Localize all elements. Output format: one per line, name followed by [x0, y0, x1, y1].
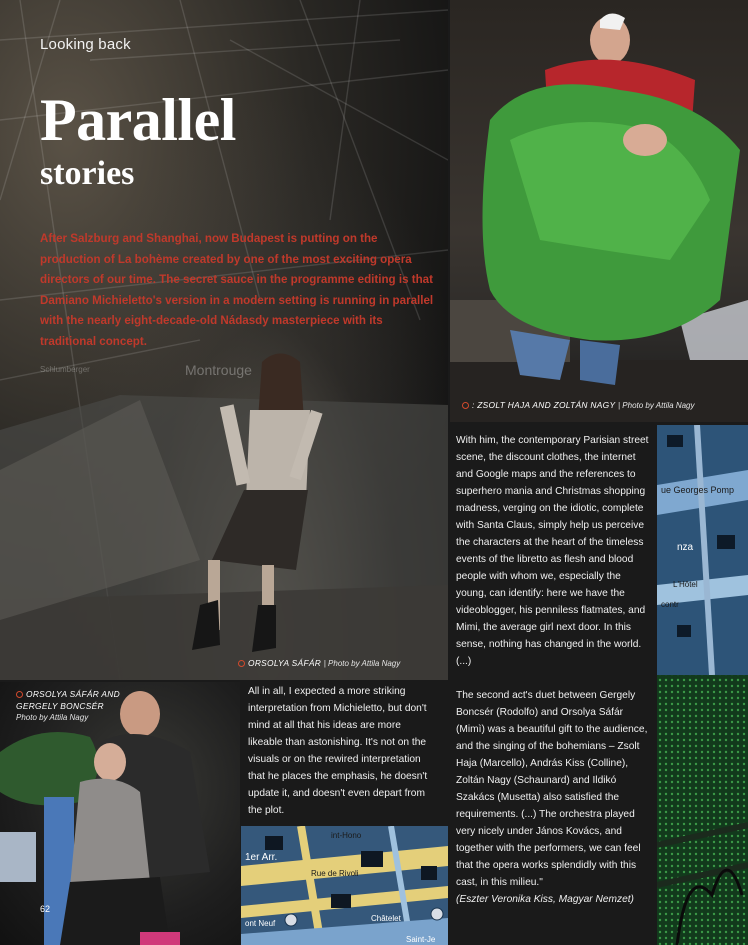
hero-map-label-2: Schlumberger — [40, 365, 90, 374]
bottom-map-illustration — [241, 826, 448, 945]
lead-paragraph: After Salzburg and Shanghai, now Budapest is putting on the production of La bohème created by one of the most exciting opera directors of our time. The secret sauce in the programme editing is that Damiano Michieletto's version in a modern setting is running in parallel with the nearly eight-decade-old Nádasdy masterpiece with its traditional concept. — [40, 232, 434, 348]
map-label: Saint-Je — [406, 935, 436, 944]
caption-names-2: GERGELY BONCSÉR — [16, 701, 104, 711]
map-label: L'Hôtel — [673, 580, 698, 589]
page-subtitle: stories — [40, 155, 135, 192]
map-label: int-Hono — [331, 831, 362, 840]
map-building-icon — [667, 435, 683, 447]
map-building-icon — [421, 866, 437, 880]
metro-icon — [285, 914, 297, 926]
map-building-icon — [717, 535, 735, 549]
map-building-icon — [331, 894, 351, 908]
cardigan — [70, 779, 150, 887]
section-label: Looking back — [40, 36, 131, 53]
caption-dot-icon — [462, 402, 469, 409]
map-label: ont Neuf — [245, 919, 276, 928]
performer-head — [120, 691, 160, 737]
map-strip-illustration — [657, 425, 748, 945]
map-building-icon — [361, 851, 383, 867]
map-road-3 — [301, 826, 321, 945]
caption-names-1: ORSOLYA SÁFÁR AND — [26, 689, 120, 699]
top-right-caption — [462, 400, 695, 410]
caption-dot-icon — [16, 691, 23, 698]
map-building-icon — [677, 625, 691, 637]
middle-text-column — [248, 683, 436, 819]
caption-credit: Photo by Attila Nagy — [16, 713, 89, 722]
caption-names: : ZSOLT HAJA AND ZOLTÁN NAGY — [472, 400, 616, 410]
middle-paragraph: All in all, I expected a more striking interpretation from Michieletto, but don't mind at all that his ideas are more likeable than astonishing. It's not on the visuals or on the rewired interpretation that he places the emphasis, he doesn't update it, and doesn't even depart from the plot. — [248, 686, 428, 816]
map-label: nza — [677, 542, 694, 553]
right-citation: (Eszter Veronika Kiss, Magyar Nemzet) — [456, 894, 634, 905]
map-building-icon — [265, 836, 283, 850]
performer-head-2 — [623, 124, 667, 156]
hero-map-label-1: Montrouge — [185, 362, 252, 378]
map-label: Rue de Rivoli — [311, 869, 359, 878]
right-paragraph-2: The second act's duet between Gergely Boncsér (Rodolfo) and Orsolya Sáfár (Mimì) was a beautiful gift to the audience, and the singing of the bohemians – Zsolt Haja (Marcello), András Kiss (Colline), Zoltán Nagy (Schaunard) and Ildikó Szakács (Musetta) also satisfied the requirements. (...) The orchestra played very nicely under János Kovács, and together with the performers, we can feel that the opera works splendidly with this cast, in this milieu." — [456, 690, 648, 888]
page-title: Parallel — [40, 87, 236, 153]
caption-credit: | Photo by Attila Nagy — [323, 659, 401, 668]
map-label: ue Georges Pomp — [661, 485, 735, 495]
right-text-column — [456, 432, 654, 908]
caption-dot-icon — [238, 660, 245, 667]
stage-prop — [0, 832, 36, 882]
caption-names: ORSOLYA SÁFÁR — [248, 658, 322, 668]
hero-caption — [238, 658, 400, 668]
bottom-left-caption — [16, 688, 120, 724]
bottom-map — [241, 826, 448, 945]
top-right-photo — [450, 0, 748, 422]
map-label: 1er Arr. — [245, 852, 278, 863]
map-label: Châtelet — [371, 914, 401, 923]
jeans-2 — [580, 340, 620, 385]
map-strip — [657, 425, 748, 945]
page-number: 62 — [40, 904, 51, 914]
map-label: contr — [661, 600, 679, 609]
performer-head-2 — [94, 743, 126, 781]
pink-prop — [140, 932, 180, 945]
right-paragraph-1: With him, the contemporary Parisian street scene, the discount clothes, the internet and Google maps and the references to superhero mania and Christmas shopping madness, verging on the idiotic, complete with Santa Claus, simply help us perceive the characters at the heart of the timeless events of the libretto as flesh and blood people with whom we, especially the young, can identify: here we have the videoblogger, his penniless flatmates, and Mimi, the average girl next door. In this sense, nothing has changed in the world. (...) — [456, 435, 649, 667]
metro-icon — [431, 908, 443, 920]
top-right-illustration — [450, 0, 748, 422]
caption-credit: | Photo by Attila Nagy — [618, 401, 695, 410]
